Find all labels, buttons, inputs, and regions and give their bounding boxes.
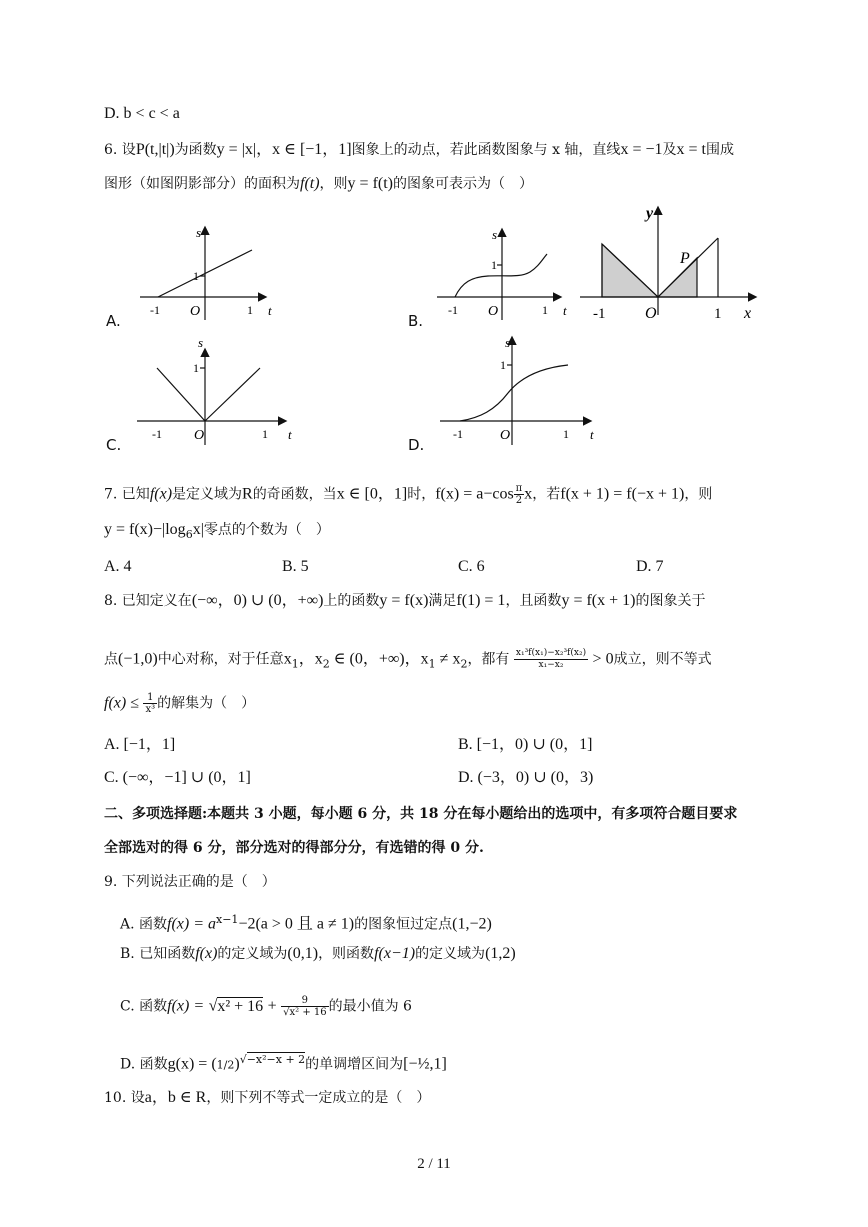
q7-option-d[interactable]: D. 7 [636, 558, 664, 575]
tick: -1 [152, 427, 162, 441]
q10-line1 [104, 1088, 430, 1108]
q9-option-b[interactable] [120, 944, 516, 964]
q7-text: ，则 [684, 486, 713, 503]
q10-text: 10. 设 [104, 1090, 145, 1106]
q6-text: ，则 [319, 176, 348, 192]
q9-d-text: D. 函数 [120, 1056, 168, 1073]
q9-d-text: 的单调增区间为 [305, 1056, 404, 1073]
graph-a-label[interactable]: A. [106, 312, 121, 330]
fig-p: P [680, 250, 690, 267]
axis-t: t [563, 303, 567, 318]
origin: O [190, 304, 201, 319]
origin: O [488, 304, 499, 319]
tick: -1 [150, 303, 160, 317]
q9-b-text: ，则函数 [318, 946, 375, 962]
q9-option-c[interactable]: C. 函数f(x) = √x² + 16 + $\frac{9}{\text{√x² + 16}}$ 的最小值为 6 [120, 995, 412, 1018]
q8-line1 [104, 591, 705, 611]
q8-pt: (−1,0) [118, 650, 158, 668]
q9-c-text: 的最小值为 6 [328, 998, 412, 1015]
q9-d-int: [−½,1] [403, 1055, 447, 1073]
q7-text: 的奇函数，当 [252, 486, 337, 503]
q7-dom: x ∈ [0，1] [336, 485, 408, 503]
q7-R: R [242, 485, 253, 503]
q8-ineq: f(x) ≤ [104, 694, 139, 712]
q7-text: 零点的个数为（ ） [203, 522, 330, 538]
q9-b-text: 的定义域为 [217, 946, 288, 962]
q10-ab: a，b ∈ R [144, 1089, 207, 1106]
section2-line2: 全部选对的得 6 分，部分选对的得部分分，有选错的得 0 分. [104, 840, 484, 856]
q6-text: 图形（如图阴影部分）的面积为 [104, 176, 300, 192]
origin: O [500, 428, 511, 443]
axis-s: s [198, 335, 204, 350]
q8-domain: (−∞，0) ∪ (0，+∞) [191, 592, 324, 609]
q6-text: 为函数 [174, 142, 217, 158]
q6-line1 [104, 140, 734, 160]
q8-yfx1: y = f(x + 1) [561, 592, 636, 609]
axis-t: t [590, 427, 594, 442]
q8-option-d[interactable]: D. (−3，0) ∪ (0，3) [458, 769, 594, 786]
q9-b-d2: (1,2) [485, 945, 516, 962]
tick: 1 [563, 427, 569, 441]
q8-line3 [104, 692, 255, 715]
tick: 1 [193, 269, 199, 283]
q7-text: 是定义域为 [172, 486, 243, 503]
q9-c-text: C. 函数 [120, 998, 168, 1015]
q6-text: 围成 [705, 142, 734, 158]
q6-text: 及 [662, 142, 677, 158]
q9-c-rad: x² + 16 [217, 997, 264, 1015]
graph-c-label[interactable]: C. [106, 436, 122, 454]
q9-b-f: f(x) [195, 945, 218, 962]
q8-option-a[interactable]: A. [−1，1] [104, 736, 176, 753]
q6-text: 的图象可表示为（ ） [393, 176, 533, 192]
q8-text: 8. 已知定义在 [104, 593, 192, 609]
sqrt-icon: √ [208, 997, 218, 1015]
q7-fx: f(x) [149, 485, 173, 503]
tick: 1 [500, 358, 506, 372]
q9-option-a[interactable] [120, 910, 492, 935]
q7-option-b[interactable]: B. 5 [282, 558, 309, 575]
q6-area: f(t) [300, 175, 320, 192]
q8-line2: 点(−1,0)中心对称，对于任意$x_1$，$x_2$ ∈ (0，+∞)，$x_1 \ne x_2$，都有 $\frac{\text{x₁³f(x₁)−x₂³f(x₂)}}{\text{x₁−x₂}}$ > 0成立，则不等式 [104, 648, 712, 671]
tick: 1 [193, 361, 199, 375]
q8-x1b: ，x [404, 650, 429, 668]
q9-a-eq2: −2(a > 0 且 a ≠ 1) [238, 915, 355, 933]
q8-text: 成立，则不等式 [613, 651, 712, 668]
q9-c-frac: $\frac{9}{\text{√x² + 16}}$ [283, 995, 327, 1018]
q8-text: ，且函数 [505, 593, 562, 609]
q8-x2: ，x [298, 650, 323, 668]
q8-neq: ≠ x [435, 650, 461, 668]
tick: 1 [262, 427, 268, 441]
tick: -1 [593, 306, 606, 322]
q7-option-c[interactable]: C. 6 [458, 558, 485, 575]
graph-d-label[interactable]: D. [408, 436, 425, 454]
q8-text: ，都有 [467, 651, 510, 668]
origin: O [194, 428, 205, 443]
q8-frac2: $\frac{1}{\text{x³}}$ [145, 692, 156, 715]
axis-t: t [288, 427, 292, 442]
q7-text: 时， [407, 486, 436, 503]
q5-option-d: D. b < c < a [104, 105, 180, 122]
axis-s: s [196, 225, 202, 240]
q9-a-eq: f(x) = a [167, 915, 217, 933]
q6-func: y = |x|，x ∈ [−1，1] [216, 141, 352, 158]
q7-defx: x [524, 485, 533, 503]
tick: -1 [448, 303, 458, 317]
q8-option-b[interactable]: B. [−1，0) ∪ (0，1] [458, 736, 593, 753]
main-figure [580, 208, 755, 315]
tick: 1 [714, 306, 722, 322]
q6-text: 6. 设 [104, 142, 136, 158]
q9-c-eq: f(x) = [167, 997, 205, 1015]
q9-d-rad: −x²−x + 2 [246, 1053, 306, 1066]
q8-text: 点 [104, 651, 118, 668]
q7-def: f(x) = a−cos [435, 485, 514, 503]
q8-text: 中心对称，对于任意 [157, 651, 284, 668]
q7-line2 [104, 520, 330, 545]
q6-line-a: x = −1 [620, 141, 663, 158]
q9-stem: 9. 下列说法正确的是（ ） [104, 874, 276, 890]
q9-a-text: 的图象恒过定点 [354, 916, 453, 933]
q9-a-text: A. 函数 [120, 916, 168, 933]
q7-eq: x| [192, 521, 204, 538]
page-number: 2 / 11 [417, 1156, 451, 1172]
axis-t: t [268, 303, 272, 318]
q9-b-text: B. 已知函数 [120, 946, 196, 962]
q9-a-pt: (1,−2) [452, 915, 492, 933]
q8-yfx: y = f(x) [379, 592, 429, 609]
axis-s: s [492, 227, 498, 242]
tick: 1 [491, 258, 497, 272]
q7-sym: f(x + 1) = f(−x + 1) [560, 485, 685, 503]
q6-graph-eq: y = f(t) [347, 175, 393, 192]
q8-text: 满足 [428, 593, 457, 609]
q7-pi-frac: $\frac{\pi}{2}$ [515, 483, 523, 506]
q8-x1: x [283, 650, 292, 668]
q8-frac: $\frac{\text{x₁³f(x₁)−x₂³f(x₂)}}{\text{x₁−x₂}}$ [515, 648, 587, 670]
q7-eq: y = f(x)−|log [104, 521, 186, 538]
q8-gt0: > 0 [592, 650, 614, 668]
tick: -1 [453, 427, 463, 441]
q6-line-b: x = t [676, 141, 706, 158]
q9-b-text: 的定义域为 [415, 946, 486, 962]
q7-option-a[interactable]: A. 4 [104, 558, 132, 575]
q8-text: 的解集为（ ） [157, 695, 256, 712]
q7-text: 7. 已知 [104, 486, 150, 503]
q6-line2 [104, 174, 533, 194]
q8-option-c[interactable]: C. (−∞，−1] ∪ (0，1] [104, 769, 251, 786]
section2-line1: 二、多项选择题:本题共 3 小题，每小题 6 分，共 18 分在每小题给出的选项中，有多项符合题目要求 [104, 806, 738, 822]
graph-b-label[interactable]: B. [408, 312, 424, 330]
tick: 1 [247, 303, 253, 317]
q8-f1: f(1) = 1 [456, 592, 506, 609]
q9-a-sup: x−1 [216, 913, 239, 926]
tick: 1 [542, 303, 548, 317]
q8-in: ∈ (0，+∞) [329, 650, 405, 668]
q9-d-half: 1/2 [216, 1058, 235, 1072]
q9-b-g: f(x−1) [374, 945, 416, 962]
q8-text: 的图象关于 [635, 593, 706, 609]
q6-text: 图象上的动点，若此函数图象与 x 轴，直线 [351, 142, 621, 158]
q8-text: 上的函数 [323, 593, 380, 609]
q6-figures [0, 200, 868, 460]
q9-d-eq: g(x) = ( [167, 1055, 217, 1073]
fig-y: y [646, 205, 654, 222]
q9-b-d: (0,1) [287, 945, 319, 962]
q9-option-d[interactable]: D. 函数$g(x) = (1/2)^{√-x^2-x + 2}$的单调增区间为[−½,1] [120, 1053, 447, 1073]
q6-point: P(t,|t|) [135, 141, 175, 158]
axis-s: s [505, 335, 511, 350]
q7-sub: 6 [185, 527, 193, 541]
q10-text: ，则下列不等式一定成立的是（ ） [206, 1090, 431, 1106]
origin: O [645, 305, 657, 322]
q7-line1 [104, 483, 712, 506]
fig-x: x [744, 305, 752, 322]
q7-text: ，若 [532, 486, 561, 503]
sqrt-icon: √ [239, 1053, 247, 1066]
